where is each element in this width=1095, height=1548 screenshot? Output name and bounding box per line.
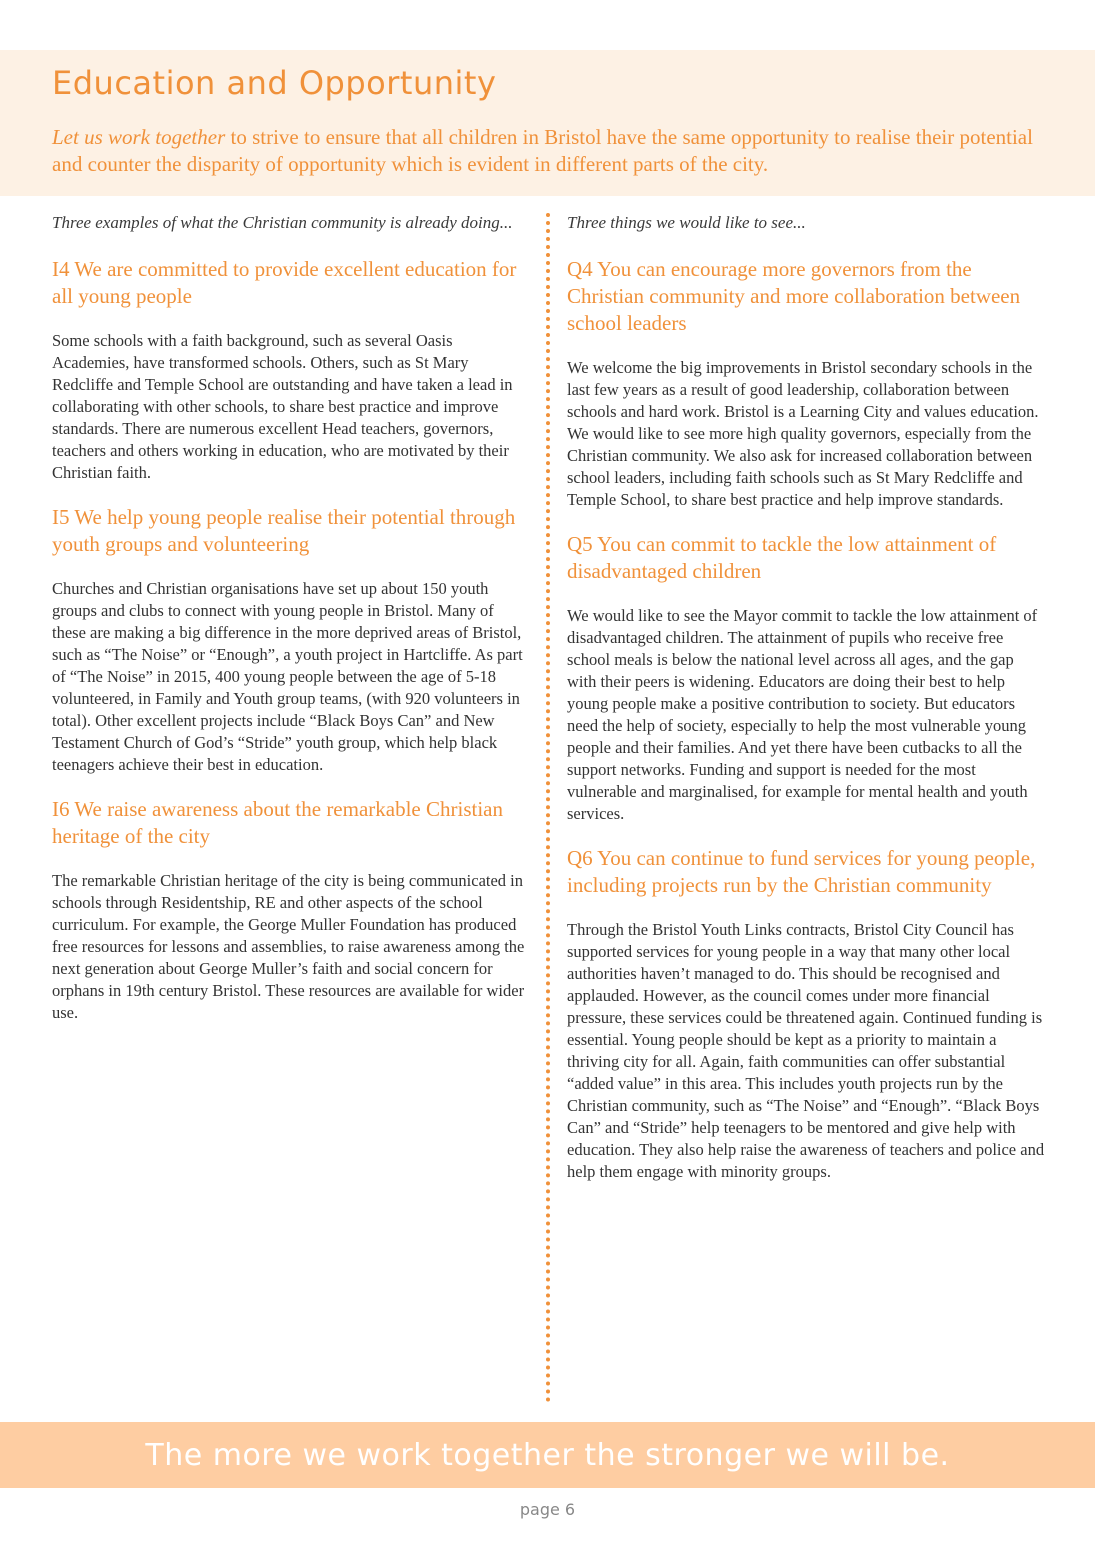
- footer-band: [0, 1422, 1095, 1488]
- footer-tagline: The more we work together the stronger we will be.: [145, 1437, 950, 1473]
- intro-emphasis: Let us work together: [52, 125, 226, 149]
- section-heading-q5: Q5 You can commit to tackle the low attainment of disadvantaged children: [567, 532, 997, 583]
- section-body-q5: We would like to see the Mayor commit to tackle the low attainment of disadvantaged children. The attainment of pupils who receive free school meals is below the national level across all ages, and the gap with their peers is widening. Educators are doing their best to help young people make a positive contribution to society. But educators need the help of society, especially to help the most vulnerable young people and their families. And yet there have been cutbacks to all the support networks. Funding and support is needed for the most vulnerable and marginalised, for example for mental health and youth services.: [567, 606, 1038, 823]
- intro-text: to strive to ensure that all children in Bristol have the same opportunity to realise their potential and counter the disparity of opportunity which is evident in different parts of the city.: [52, 125, 1033, 176]
- section-body-i4: Some schools with a faith background, such as several Oasis Academies, have transformed schools. Others, such as St Mary Redcliffe and Temple School are outstanding and have taken a lead in collaborating with other schools, to share best practice and improve standards. There are numerous excellent Head teachers, governors, teachers and others working in education, who are motivated by their Christian faith.: [52, 331, 513, 482]
- left-column-intro: Three examples of what the Christian community is already doing...: [52, 213, 513, 232]
- section-heading-q4: Q4 You can encourage more governors from the Christian community and more collaboration between school leaders: [567, 257, 1021, 335]
- intro-paragraph: [52, 124, 1052, 178]
- page-number: page 6: [519, 1500, 576, 1519]
- left-column: [52, 210, 530, 1044]
- section-heading-i4: I4 We are committed to provide excellent education for all young people: [52, 257, 517, 308]
- section-body-q6: Through the Bristol Youth Links contracts, Bristol City Council has supported services for young people in a way that many other local authorities haven’t managed to do. This should be recognised and applauded. However, as the council comes under more financial pressure, these services could be threatened again. Continued funding is essential. Young people should be kept as a priority to maintain a thriving city for all. Again, faith communities can offer substantial “added value” in this area. This includes youth projects run by the Christian community, such as “The Noise” and “Enough”. “Black Boys Can” and “Stride” help teenagers to be mentored and give help with education. They also help raise the awareness of teachers and police and help them engage with minority groups.: [567, 920, 1045, 1181]
- right-column: [567, 210, 1047, 1203]
- page-title: Education and Opportunity: [52, 64, 497, 102]
- section-body-i6: The remarkable Christian heritage of the city is being communicated in schools through Residentship, RE and other aspects of the school curriculum. For example, the George Muller Foundation has produced free resources for lessons and assemblies, to raise awareness among the next generation about George Muller’s faith and social concern for orphans in 19th century Bristol. These resources are available for wider use.: [52, 871, 525, 1022]
- right-column-intro: Three things we would like to see...: [567, 213, 806, 232]
- section-body-i5: Churches and Christian organisations have set up about 150 youth groups and clubs to connect with young people in Bristol. Many of these are making a big difference in the more deprived areas of Bristol, such as “The Noise” or “Enough”, a youth project in Hartcliffe. As part of “The Noise” in 2015, 400 young people between the age of 5-18 volunteered, in Family and Youth group teams, (with 920 volunteers in total). Other excellent projects include “Black Boys Can” and New Testament Church of God’s “Stride” youth group, which help black teenagers achieve their best in education.: [52, 579, 523, 774]
- section-heading-i6: I6 We raise awareness about the remarkable Christian heritage of the city: [52, 797, 503, 848]
- column-divider: [546, 213, 550, 1403]
- section-body-q4: We welcome the big improvements in Bristol secondary schools in the last few years as a result of good leadership, collaboration between schools and hard work. Bristol is a Learning City and values education. We would like to see more high quality governors, especially from the Christian community. We also ask for increased collaboration between school leaders, including faith schools such as St Mary Redcliffe and Temple School, to share best practice and help improve standards.: [567, 358, 1039, 509]
- section-heading-q6: Q6 You can continue to fund services for young people, including projects run by the Christian community: [567, 846, 1036, 897]
- section-heading-i5: I5 We help young people realise their potential through youth groups and volunteering: [52, 505, 516, 556]
